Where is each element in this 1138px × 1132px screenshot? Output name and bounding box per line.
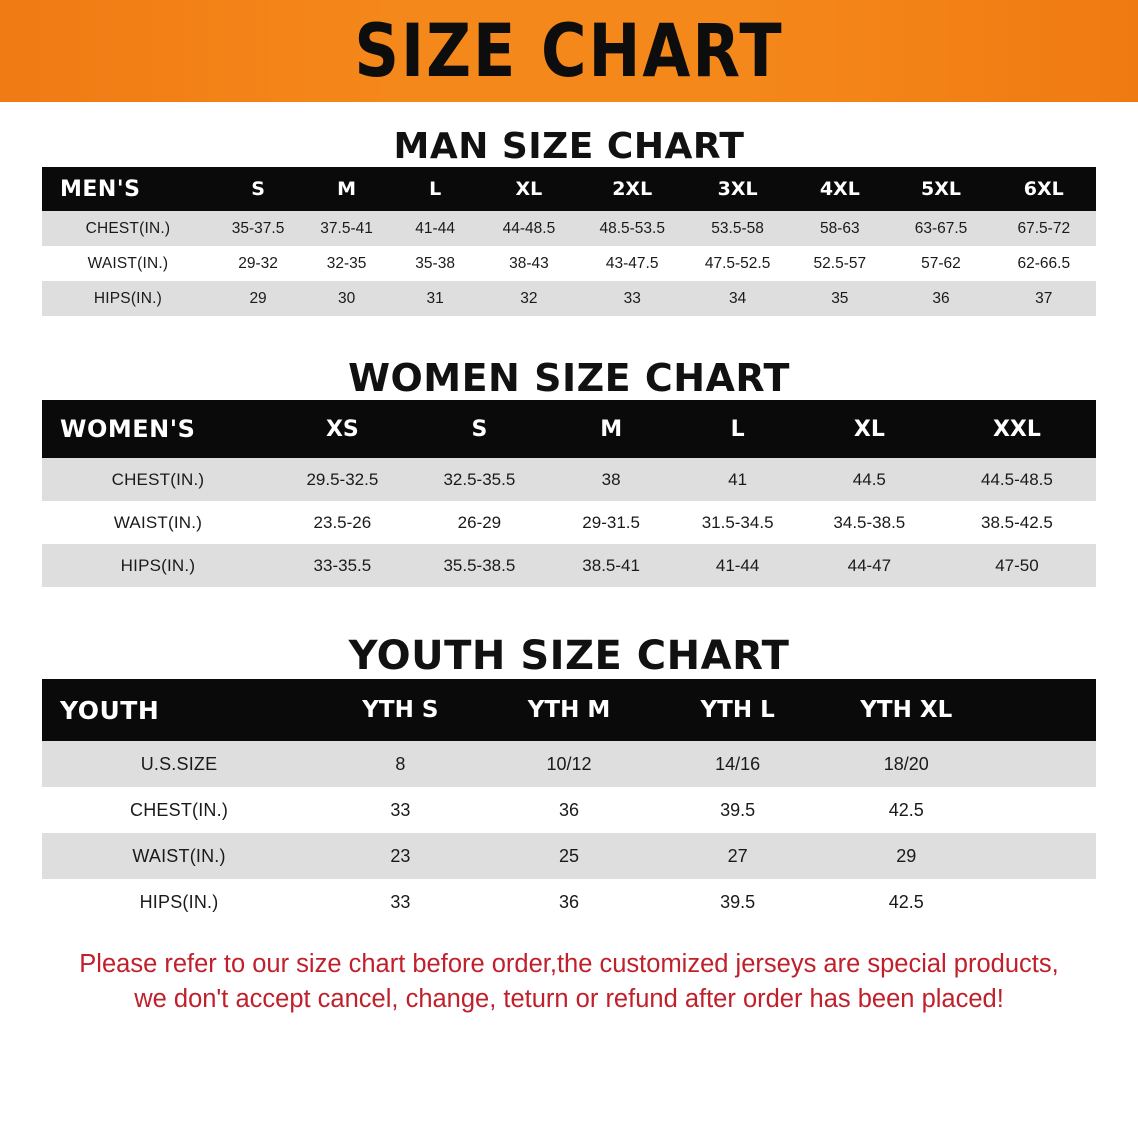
cell-spacer [991,741,1096,787]
cell: 44.5-48.5 [981,469,1053,489]
cell-spacer [991,833,1096,879]
cell: 41-44 [415,219,455,237]
cell: 38.5-42.5 [981,512,1053,532]
women-size-table [42,400,1096,587]
cell: 44-47 [847,555,892,575]
row-label: WAIST(IN.) [132,845,226,866]
cell-spacer [991,879,1096,925]
youth-header-cell: YTH L [700,697,775,723]
youth-header-cell: YTH XL [860,697,953,723]
women-header-cell: S [471,416,488,442]
youth-size-table [42,679,1096,925]
cell: 47-50 [995,555,1039,575]
cell: 26-29 [457,512,502,532]
page-title: SIZE CHART [354,7,784,94]
youth-header-cell: YTH S [362,697,439,723]
page-banner [0,0,1138,102]
table-row [42,211,1096,246]
man-header-cell: MEN'S [60,176,141,202]
cell: 38 [601,469,621,489]
cell: 33-35.5 [313,555,372,575]
table-row [42,246,1096,281]
man-header-cell: M [337,178,357,200]
cell: 35.5-38.5 [443,555,516,575]
man-header-cell: 6XL [1023,178,1064,200]
row-label: CHEST(IN.) [130,799,229,820]
cell: 62-66.5 [1017,254,1071,272]
youth-header-row [42,679,1096,741]
cell: 41 [728,469,748,489]
table-row [42,833,1096,879]
cell: 31.5-34.5 [701,512,774,532]
row-label: HIPS(IN.) [93,289,162,307]
youth-header-cell: YOUTH [60,695,160,725]
table-row [42,879,1096,925]
cell: 41-44 [715,555,760,575]
cell: 48.5-53.5 [599,219,665,237]
cell: 37 [1035,289,1053,307]
cell: 39.5 [720,799,756,820]
table-row [42,544,1096,587]
man-section-title: MAN SIZE CHART [393,126,745,167]
cell: 37.5-41 [320,219,373,237]
man-header-cell: 3XL [717,178,758,200]
cell: 35-37.5 [231,219,285,237]
cell: 30 [337,289,356,307]
cell: 23.5-26 [313,512,372,532]
table-row [42,741,1096,787]
man-header-row [42,167,1096,211]
cell: 31 [426,289,444,307]
cell: 38-43 [509,254,549,272]
cell: 32-35 [326,254,367,272]
disclaimer-line-1: Please refer to our size chart before order,the customized jerseys are special products, [79,950,1059,978]
cell: 44.5 [852,469,886,489]
cell: 32.5-35.5 [443,469,516,489]
women-table-wrap [0,400,1138,587]
cell: 43-47.5 [605,254,659,272]
cell: 10/12 [546,753,592,774]
cell: 44-48.5 [502,219,556,237]
cell: 33 [390,799,411,820]
man-header-cell: 2XL [612,178,653,200]
cell: 63-67.5 [914,219,968,237]
youth-header-cell: YTH M [527,697,611,723]
women-section-title: WOMEN SIZE CHART [348,356,790,400]
youth-table-wrap [0,679,1138,925]
man-size-table [42,167,1096,316]
row-label: CHEST(IN.) [111,469,205,489]
man-header-cell: XL [515,178,543,200]
cell: 29-32 [238,254,278,272]
women-header-row [42,400,1096,458]
cell: 18/20 [883,753,929,774]
women-header-cell: XS [325,416,359,442]
row-label: WAIST(IN.) [87,254,169,272]
cell: 35-38 [415,254,455,272]
cell: 36 [558,799,579,820]
row-label: U.S.SIZE [140,753,218,774]
disclaimer-note [0,947,1138,1017]
row-label: CHEST(IN.) [85,219,171,237]
cell: 47.5-52.5 [704,254,771,272]
man-header-cell: S [251,178,265,200]
table-row [42,501,1096,544]
cell: 58-63 [819,219,860,237]
cell: 39.5 [720,891,756,912]
cell: 27 [727,845,748,866]
row-label: HIPS(IN.) [139,891,219,912]
cell: 34.5-38.5 [833,512,906,532]
women-header-cell: WOMEN'S [60,415,196,443]
cell: 34 [728,289,747,307]
cell: 53.5-58 [711,219,764,237]
cell: 57-62 [921,254,961,272]
table-row [42,458,1096,501]
row-label: HIPS(IN.) [120,555,196,575]
table-row [42,787,1096,833]
youth-section-title: YOUTH SIZE CHART [348,633,790,679]
cell: 36 [558,891,579,912]
row-label: WAIST(IN.) [113,512,203,532]
cell: 36 [932,289,950,307]
cell: 29 [249,289,267,307]
man-header-cell: L [429,178,442,200]
cell: 42.5 [888,799,924,820]
cell: 8 [395,753,406,774]
women-header-cell: XL [853,416,885,442]
man-header-cell: 5XL [921,178,961,200]
cell: 38.5-41 [582,555,640,575]
cell-spacer [991,787,1096,833]
cell: 52.5-57 [813,254,867,272]
cell: 33 [390,891,411,912]
cell: 23 [390,845,411,866]
cell: 33 [623,289,641,307]
cell: 14/16 [715,753,761,774]
man-header-cell: 4XL [819,178,860,200]
cell: 29-31.5 [582,512,640,532]
table-row [42,281,1096,316]
youth-header-spacer [991,679,1096,741]
man-table-wrap [0,167,1138,316]
cell: 29 [896,845,917,866]
cell: 32 [520,289,538,307]
disclaimer-line-2: we don't accept cancel, change, teturn or refund after order has been placed! [134,985,1004,1014]
women-header-cell: M [600,416,623,442]
cell: 35 [831,289,849,307]
women-header-cell: XXL [992,416,1041,442]
women-header-cell: L [730,416,745,442]
cell: 25 [558,845,579,866]
cell: 42.5 [888,891,924,912]
cell: 67.5-72 [1017,219,1071,237]
cell: 29.5-32.5 [306,469,379,489]
